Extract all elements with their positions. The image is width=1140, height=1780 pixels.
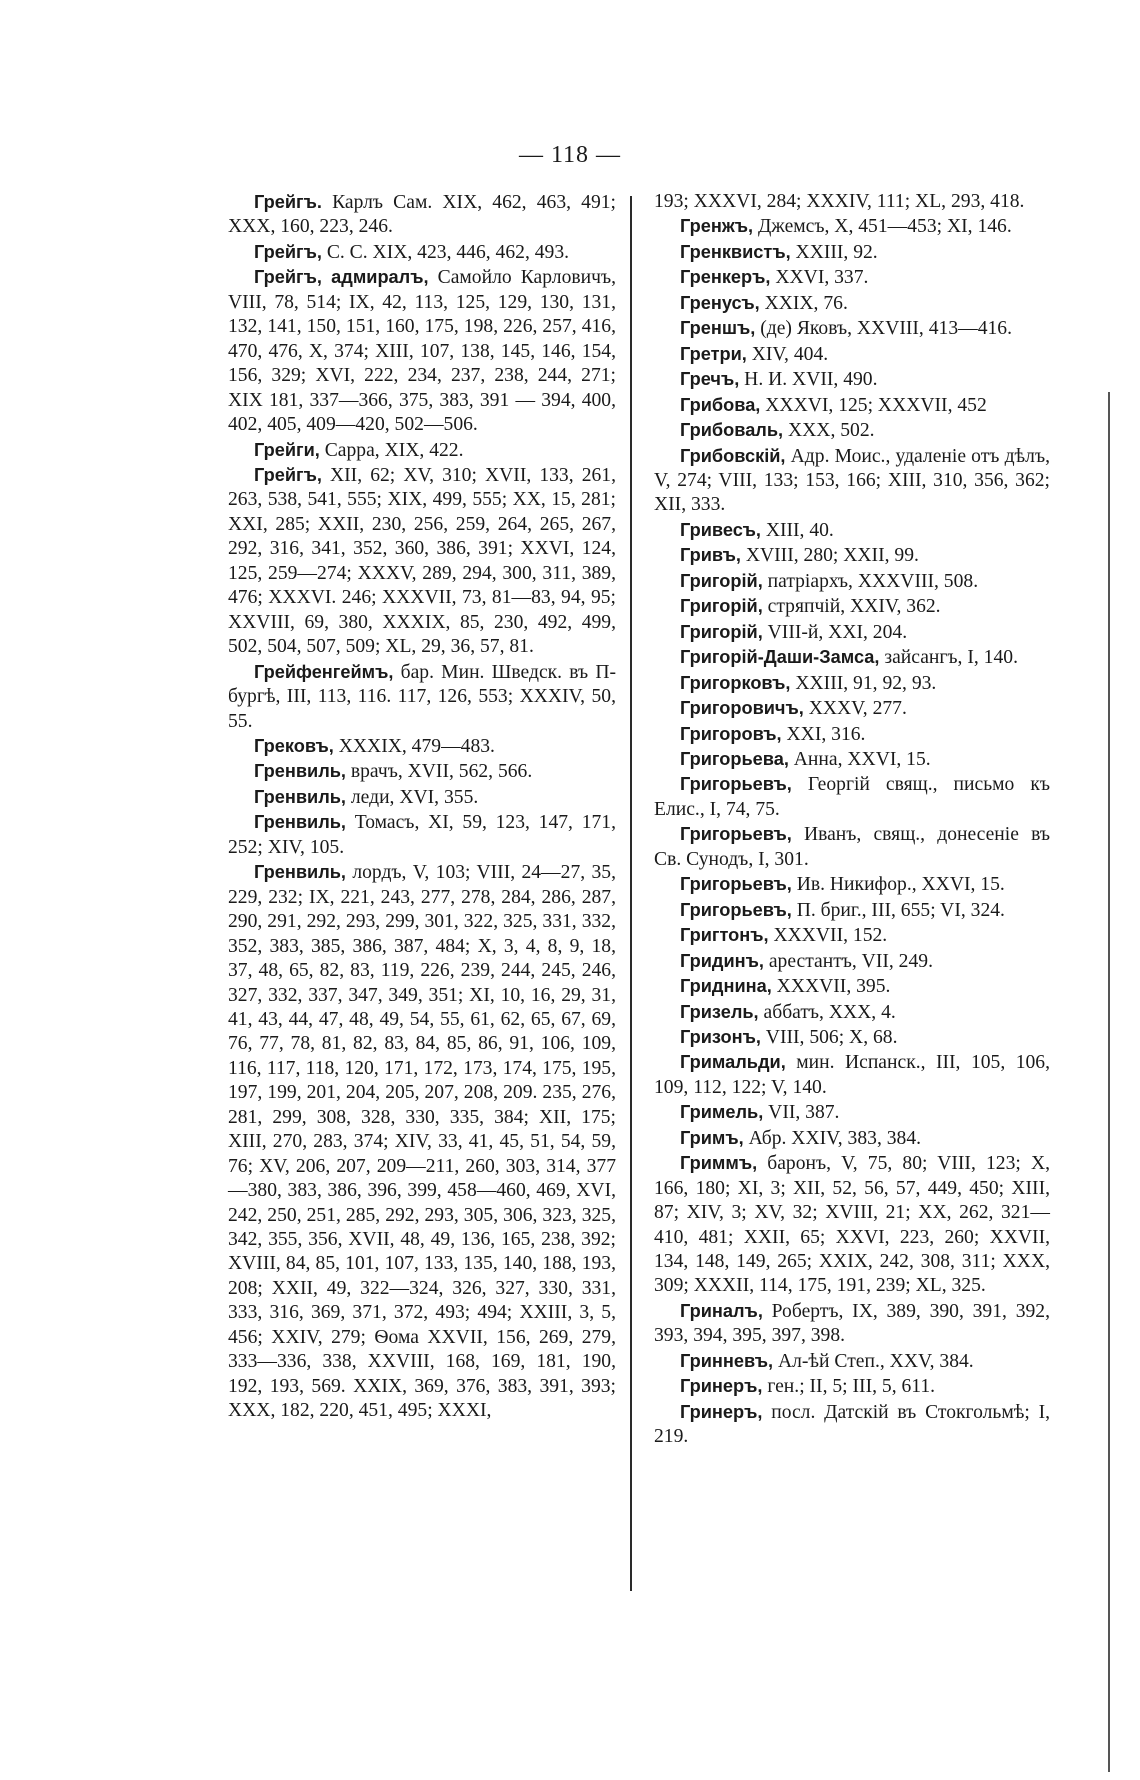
entry-references: VIII, 506; X, 68.	[760, 1026, 898, 1048]
entry-heading: Григорковъ,	[680, 672, 791, 693]
entry-heading: Григорьевъ,	[680, 874, 792, 895]
entry-heading: Григорьева,	[680, 748, 789, 769]
entry-heading: Григорій,	[680, 621, 763, 642]
entry-heading: Гренжъ,	[680, 216, 754, 237]
entry-references: XXIX, 76.	[759, 292, 848, 314]
index-entry	[654, 1400, 1050, 1450]
entry-heading: Грибова,	[680, 394, 761, 415]
entry-heading: Гринневъ,	[680, 1350, 774, 1371]
index-entry	[654, 949, 1050, 974]
index-entry	[654, 444, 1050, 518]
entry-heading: Гризель,	[680, 1001, 759, 1022]
entry-heading: Гридинъ,	[680, 950, 764, 971]
entry-references: стряпчій, XXIV, 362.	[762, 596, 941, 618]
column-divider	[630, 196, 632, 1591]
entry-heading: Гривъ,	[680, 545, 741, 566]
index-entry	[654, 974, 1050, 999]
entry-references: патріархъ, XXXVIII, 508.	[762, 570, 979, 592]
entry-heading: Гримальди,	[680, 1052, 786, 1073]
index-entry	[654, 291, 1050, 316]
index-entry	[654, 1025, 1050, 1050]
entry-heading: Григорій,	[680, 570, 763, 591]
entry-references: Анна, XXVI, 15.	[788, 748, 931, 770]
entry-references: Абр. XXIV, 383, 384.	[743, 1127, 922, 1149]
index-entry	[654, 1374, 1050, 1399]
entry-heading: Греншъ,	[680, 318, 756, 339]
entry-references: лордъ, V, 103; VIII, 24—27, 35, 229, 232; IX, 221, 243, 277, 278, 284, 286, 287, 290, 291, 292, 293, 299, 301, 322, 325, 331, 332, 352, 383, 385, 386, 387, 484; X, 3, 4, 8, 9, 18, 37, 48, 65, 82, 83, 119, 226, 239, 244, 245, 246, 327, 332, 337, 347, 349, 351; XI, 10, 16, 29, 31, 41, 43, 44, 47, 48, 49, 54, 55, 61, 62, 65, 67, 69, 76, 77, 78, 81, 82, 83, 84, 85, 86, 91, 106, 109, 116, 117, 118, 120, 171, 172, 173, 174, 175, 195, 197, 199, 201, 204, 205, 207, 208, 209. 235, 276, 281, 299, 308, 328, 330, 335, 384; XII, 175; XIII, 270, 283, 374; XIV, 33, 41, 45, 51, 54, 59, 76; XV, 206, 207, 209—211, 260, 303, 314, 377—380, 383, 386, 396, 399, 458—460, 469, XVI, 242, 250, 251, 285, 292, 293, 305, 306, 323, 325, 342, 355, 356, XVII, 48, 49, 136, 165, 238, 392; XVIII, 84, 85, 101, 107, 133, 135, 140, 188, 193, 208; XXII, 49, 322—324, 326, 327, 330, 331, 333, 316, 369, 371, 372, 493; 494; XXIII, 3, 5, 456; XXIV, 279; Ѳома XXVII, 156, 269, 279, 333—336, 338, XXVIII, 168, 169, 181, 190, 192, 193, 569. XXIX, 369, 376, 383, 391, 393; XXX, 182, 220, 451, 495; XXXI,	[228, 862, 616, 1422]
entry-heading: Грековъ,	[254, 735, 334, 756]
entry-heading: Грейгъ.	[254, 192, 322, 212]
entry-heading: Гренкеръ,	[680, 267, 771, 288]
entry-references: арестантъ, VII, 249.	[763, 950, 933, 972]
index-entry	[228, 759, 616, 784]
entry-heading: Грибовскій,	[680, 445, 786, 466]
entry-references: Иванъ, свящ., донесеніе въ Св. Сунодъ, I, 301.	[654, 824, 1050, 870]
entry-references: XXX, 502.	[783, 420, 875, 442]
entry-references: Н. И. XVII, 490.	[739, 369, 878, 391]
index-entry	[228, 734, 616, 759]
entry-references: XXXIX, 479—483.	[333, 735, 495, 757]
index-entry	[654, 872, 1050, 897]
entry-references: баронъ, V, 75, 80; VIII, 123; X, 166, 180; XI, 3; XII, 52, 56, 57, 449, 450; XIII, 87; XIV, 3; XV, 32; XVIII, 21; XX, 262, 321—410, 481; XXII, 65; XXVI, 223, 260; XXVII, 134, 148, 149, 265; XXIX, 242, 308, 311; XXX, 309; XXXII, 114, 175, 191, 239; XL, 325.	[654, 1153, 1050, 1297]
entry-references: Ив. Никифор., XXVI, 15.	[791, 874, 1005, 896]
index-entry	[654, 772, 1050, 822]
entry-references: Карлъ Сам. XIX, 462, 463, 491; XXX, 160, 223, 246.	[228, 192, 616, 238]
index-entry	[654, 1151, 1050, 1299]
entry-heading: Гретри,	[680, 343, 747, 364]
index-entry	[654, 265, 1050, 290]
entry-references: XXI, 316.	[781, 723, 866, 745]
entry-heading: Гривесъ,	[680, 519, 761, 540]
entry-heading: Григорій,	[680, 596, 763, 617]
entry-references: Томасъ, XI, 59, 123, 147, 171, 252; XIV, 105.	[228, 812, 616, 858]
entry-heading: Грейгъ,	[254, 464, 322, 485]
entry-references: Самойло Карловичъ, VIII, 78, 514; IX, 42, 113, 125, 129, 130, 131, 132, 141, 150, 151, 160, 175, 198, 226, 257, 416, 470, 476, X, 374; XIII, 107, 138, 145, 146, 154, 156, 329; XVI, 222, 234, 237, 238, 244, 271; XIX 181, 337—366, 375, 383, 391 — 394, 400, 402, 405, 409—420, 502—506.	[228, 267, 616, 436]
entry-heading: Гриналъ,	[680, 1300, 763, 1321]
entry-references: врачъ, XVII, 562, 566.	[345, 761, 533, 783]
index-entry	[654, 518, 1050, 543]
entry-heading: Гриднина,	[680, 976, 772, 997]
index-entry	[228, 265, 616, 437]
entry-heading: Гримъ,	[680, 1127, 744, 1148]
entry-references: Ал-ѣй Степ., XXV, 384.	[773, 1350, 974, 1372]
entry-references: 193; XXXVI, 284; XXXIV, 111; XL, 293, 418.	[654, 191, 1025, 212]
index-entry	[654, 696, 1050, 721]
index-entry	[654, 393, 1050, 418]
entry-references: XXXVII, 152.	[768, 925, 888, 947]
index-entry	[654, 342, 1050, 367]
index-entry	[228, 785, 616, 810]
page-edge-line	[1108, 392, 1110, 1772]
index-entry	[228, 240, 616, 265]
index-entry	[654, 923, 1050, 948]
entry-heading: Гренвиль,	[254, 786, 346, 807]
entry-references: XXXVI, 125; XXXVII, 452	[760, 394, 987, 416]
index-entry	[654, 671, 1050, 696]
entry-heading: Григорьевъ,	[680, 824, 792, 845]
index-entry	[654, 620, 1050, 645]
entry-heading: Григорьевъ,	[680, 774, 792, 795]
entry-references: XXXVII, 395.	[771, 976, 891, 998]
entry-references: леди, XVI, 355.	[345, 786, 479, 808]
entry-references: XIV, 404.	[746, 343, 829, 365]
index-entry	[228, 463, 616, 660]
index-entry	[654, 822, 1050, 872]
index-entry	[654, 645, 1050, 670]
index-entry	[228, 190, 616, 240]
index-entry	[654, 418, 1050, 443]
index-entry	[228, 660, 616, 734]
entry-heading: Грибоваль,	[680, 420, 784, 441]
entry-references: (де) Яковъ, XXVIII, 413—416.	[755, 318, 1013, 340]
entry-heading: Гринеръ,	[680, 1376, 763, 1397]
entry-references: VII, 387.	[763, 1102, 840, 1124]
entry-heading: Гренвиль,	[254, 761, 346, 782]
index-entry	[654, 190, 1050, 214]
entry-references: XXIII, 91, 92, 93.	[790, 672, 937, 694]
index-entry	[228, 438, 616, 463]
entry-references: VIII-й, XXI, 204.	[762, 621, 908, 643]
index-entry	[654, 1126, 1050, 1151]
entry-heading: Гринеръ,	[680, 1401, 763, 1422]
index-entry	[654, 240, 1050, 265]
entry-references: XXVI, 337.	[770, 267, 869, 289]
index-entry	[654, 1050, 1050, 1100]
entry-references: П. бриг., III, 655; VI, 324.	[791, 899, 1005, 921]
entry-heading: Григоровичъ,	[680, 698, 804, 719]
entry-heading: Грейгъ, адмиралъ,	[254, 267, 429, 288]
right-column	[654, 190, 1050, 1450]
entry-references: XXXV, 277.	[803, 698, 907, 720]
entry-heading: Гренвиль,	[254, 812, 346, 833]
entry-references: XII, 62; XV, 310; XVII, 133, 261, 263, 538, 541, 555; XIX, 499, 555; XX, 15, 281; XXI, 285; XXII, 230, 256, 259, 264, 265, 267, 292, 316, 341, 352, 360, 386, 391; XXVI, 124, 125, 259—274; XXXV, 289, 294, 300, 311, 389, 476; XXXVI. 246; XXXVII, 73, 81—83, 94, 95; XXVIII, 69, 380, XXXIX, 85, 230, 492, 499, 502, 504, 507, 509; XL, 29, 36, 57, 81.	[228, 464, 616, 658]
index-entry	[654, 1299, 1050, 1349]
entry-references: Робертъ, IX, 389, 390, 391, 392, 393, 394, 395, 397, 398.	[654, 1300, 1050, 1347]
entry-heading: Григорьевъ,	[680, 899, 792, 920]
entry-references: С. С. XIX, 423, 446, 462, 493.	[321, 241, 570, 263]
entry-references: посл. Датскій въ Стокгольмѣ; I, 219.	[654, 1401, 1050, 1448]
index-entry	[228, 810, 616, 860]
index-entry	[654, 1349, 1050, 1374]
entry-heading: Грейги,	[254, 439, 320, 460]
entry-references: Георгій свящ., письмо къ Елис., I, 74, 75.	[654, 774, 1050, 820]
entry-references: XVIII, 280; XXII, 99.	[740, 545, 919, 567]
entry-references: зайсангъ, I, 140.	[879, 647, 1018, 669]
entry-heading: Грейфенгеймъ,	[254, 661, 394, 682]
entry-references: XXIII, 92.	[790, 241, 878, 263]
entry-references: XIII, 40.	[760, 519, 834, 541]
index-entry	[654, 594, 1050, 619]
index-entry	[228, 860, 616, 1423]
left-column	[228, 190, 616, 1424]
entry-heading: Гримель,	[680, 1102, 764, 1123]
index-entry	[654, 747, 1050, 772]
index-entry	[654, 898, 1050, 923]
entry-references: мин. Испанск., III, 105, 106, 109, 112, 122; V, 140.	[654, 1052, 1050, 1098]
page-number: — 118 —	[518, 142, 622, 168]
entry-references: Джемсъ, X, 451—453; XI, 146.	[753, 216, 1012, 238]
index-entry	[654, 316, 1050, 341]
index-entry	[654, 722, 1050, 747]
entry-heading: Гречъ,	[680, 369, 740, 390]
entry-heading: Гриммъ,	[680, 1153, 758, 1174]
entry-references: бар. Мин. Шведск. въ П-бургѣ, III, 113, 116. 117, 126, 553; XXXIV, 50, 55.	[228, 661, 616, 732]
index-entry	[654, 1100, 1050, 1125]
entry-heading: Грейгъ,	[254, 241, 322, 262]
entry-heading: Гренусъ,	[680, 292, 760, 313]
index-entry	[654, 1000, 1050, 1025]
index-entry	[654, 214, 1050, 239]
entry-heading: Григорій-Даши-Замса,	[680, 647, 880, 668]
entry-heading: Григтонъ,	[680, 925, 769, 946]
entry-references: Адр. Моис., удаленіе отъ дѣлъ, V, 274; VIII, 133; 153, 166; XIII, 310, 356, 362; XII, 333.	[654, 445, 1050, 516]
index-entry	[654, 569, 1050, 594]
entry-heading: Гренвиль,	[254, 862, 346, 883]
entry-heading: Гризонъ,	[680, 1026, 761, 1047]
entry-references: Сарра, XIX, 422.	[319, 439, 464, 461]
entry-references: ген.; II, 5; III, 5, 611.	[762, 1376, 936, 1398]
entry-references: аббатъ, XXX, 4.	[758, 1001, 896, 1023]
entry-heading: Гренквистъ,	[680, 241, 791, 262]
index-entry	[654, 367, 1050, 392]
index-entry	[654, 543, 1050, 568]
entry-heading: Григоровъ,	[680, 723, 782, 744]
